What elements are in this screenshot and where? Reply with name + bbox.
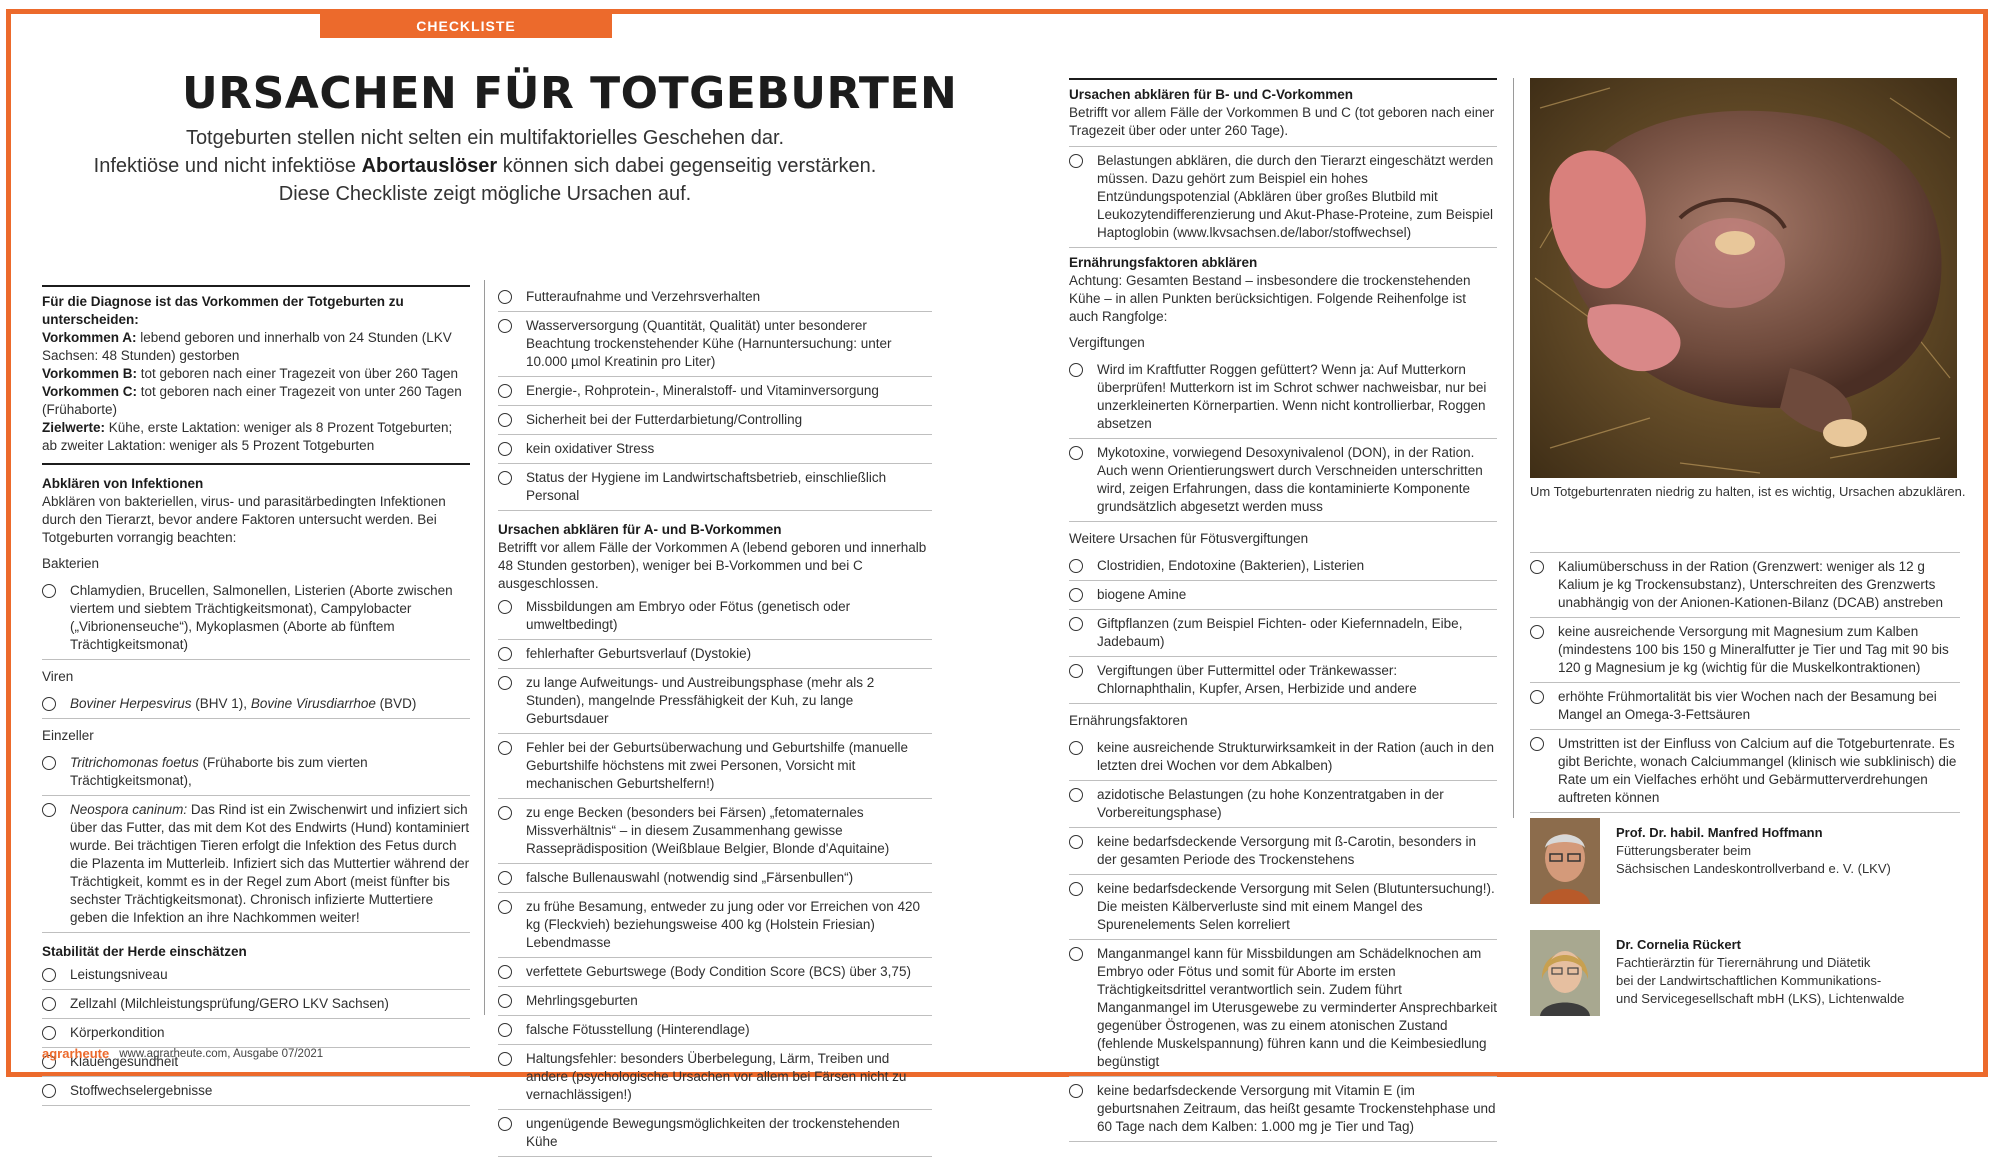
checklist-item[interactable]: Sicherheit bei der Futterdarbietung/Controlling [498, 406, 932, 435]
section-text: Betrifft vor allem Fälle der Vorkommen A (lebend geboren und innerhalb 48 Stunden gestorben), weniger bei B-Vorkommen und bei C ausgeschlossen. [498, 540, 927, 591]
checklist-item[interactable]: Körperkondition [42, 1019, 470, 1048]
checklist-item[interactable]: ungenügende Bewegungsmöglichkeiten der trockenstehenden Kühe [498, 1110, 932, 1157]
definition: Vorkommen C: tot geboren nach einer Tragezeit von unter 260 Tagen (Frühaborte) [42, 384, 462, 417]
divider [42, 463, 470, 465]
checklist-item[interactable]: Kaliumüberschuss in der Ration (Grenzwert: weniger als 12 g Kalium je kg Trockensubstanz), Unterschreiten des Grenzwerts unabhängig von der Anionen-Kationen-Bilanz (DCAB) anstreben [1530, 552, 1960, 618]
definition: Vorkommen B: tot geboren nach einer Tragezeit von über 260 Tagen [42, 366, 458, 381]
checkbox-circle[interactable] [498, 471, 512, 485]
checklist-item[interactable]: Neospora caninum: Das Rind ist ein Zwischenwirt und infiziert sich über das Futter, das mit dem Kot des Endwirts (Hund) kontaminiert wurde. Bei trächtigen Tieren erfolgt die Infektion des Fetus durch die Plazenta im Mutterleib. Infiziert sich das Muttertier während der Trächtigkeit, kommt es in der Regel zum Abort (meist fünfter bis sechster Trächtigkeitsmonat). Chronisch infizierte Muttertiere geben die Infektion an ihre Nachkommen weiter! [42, 796, 470, 933]
checkbox-circle[interactable] [1069, 363, 1083, 377]
intro-line: Totgeburten stellen nicht selten ein multifaktorielles Geschehen dar. [185, 127, 785, 149]
checklist-item[interactable]: Mykotoxine, vorwiegend Desoxynivalenol (DON), in der Ration. Auch wenn Orientierungswert durch Verschneiden unterschritten wird, zeigen Erfahrungen, dass die kontaminierte Komponente grundsätzlich abgesetzt werden muss [1069, 439, 1497, 522]
author-role: Sächsischen Landeskontrollverband e. V. (LKV) [1616, 861, 1891, 876]
section-tab: CHECKLISTE [320, 14, 612, 38]
checklist-item[interactable]: keine bedarfsdeckende Versorgung mit Vitamin E (im geburtsnahen Zeitraum, das heißt gesamte Trockenstehphase und 60 Tage nach dem Kalben: 1.000 mg je Tier und Tag) [1069, 1077, 1497, 1142]
column-4 [1530, 552, 1960, 813]
checkbox-circle[interactable] [498, 965, 512, 979]
checkbox-circle[interactable] [1530, 737, 1544, 751]
checkbox-circle[interactable] [1069, 882, 1083, 896]
checkbox-circle[interactable] [1069, 664, 1083, 678]
column-2 [498, 283, 932, 1157]
checkbox-circle[interactable] [498, 413, 512, 427]
checklist-item[interactable]: Stoffwechselergebnisse [42, 1077, 470, 1106]
checkbox-circle[interactable] [498, 442, 512, 456]
section-text: Achtung: Gesamten Bestand – insbesondere die trockenstehenden Kühe – in allen Punkten berücksichtigen. Folgende Reihenfolge ist auch Rangfolge: [1069, 273, 1471, 324]
section-title: Ernährungsfaktoren abklären [1069, 255, 1258, 270]
checklist-item[interactable]: Vergiftungen über Futtermittel oder Tränkewasser: Chlornaphthalin, Kupfer, Arsen, Herbizide und andere [1069, 657, 1497, 704]
checklist-item[interactable]: Clostridien, Endotoxine (Bakterien), Listerien [1069, 552, 1497, 581]
checklist-item[interactable]: Boviner Herpesvirus (BHV 1), Bovine Virusdiarrhoe (BVD) [42, 690, 470, 719]
checklist-item[interactable]: keine bedarfsdeckende Versorgung mit Selen (Blutuntersuchung!). Die meisten Kälberverluste sind mit einem Mangel des Spurenelements Selen korreliert [1069, 875, 1497, 940]
checkbox-circle[interactable] [42, 997, 56, 1011]
section-title: Ursachen abklären für B- und C-Vorkommen [1069, 87, 1354, 102]
section-text: Abklären von bakteriellen, virus- und parasitärbedingten Infektionen durch den Tierarzt, bevor andere Faktoren untersucht werden. Bei Totgeburten vorrangig beachten: [42, 494, 446, 545]
checklist-item[interactable]: Umstritten ist der Einfluss von Calcium auf die Totgeburtenrate. Es gibt Berichte, wonach Calciummangel (klinisch wie subklinisch) die Rate um ein Vielfaches erhöht und Gebärmutterverdrehungen auftreten können [1530, 730, 1960, 813]
subsection-label: Bakterien [42, 556, 100, 571]
intro-line: Infektiöse und nicht infektiöse Abortauslöser können sich dabei gegenseitig verstärken. [93, 155, 877, 177]
intro-line: Diese Checkliste zeigt mögliche Ursachen auf. [278, 183, 692, 205]
checkbox-circle[interactable] [1069, 559, 1083, 573]
checkbox-circle[interactable] [42, 584, 56, 598]
checkbox-circle[interactable] [42, 803, 56, 817]
section-title: Ursachen abklären für A- und B-Vorkommen [498, 522, 782, 537]
photo-caption: Um Totgeburtenraten niedrig zu halten, ist es wichtig, Ursachen abzuklären. [1530, 484, 1966, 499]
column-divider [484, 280, 485, 1015]
checklist-item[interactable]: verfettete Geburtswege (Body Condition Score (BCS) über 3,75) [498, 958, 932, 987]
author-role: Fütterungsberater beim [1616, 843, 1752, 858]
checklist-item[interactable]: keine bedarfsdeckende Versorgung mit ß-Carotin, besonders in der gesamten Periode des Trockenstehens [1069, 828, 1497, 875]
subsection-label: Viren [42, 669, 74, 684]
checkbox-circle[interactable] [42, 1084, 56, 1098]
checkbox-circle[interactable] [1530, 560, 1544, 574]
checklist-item[interactable]: Zellzahl (Milchleistungsprüfung/GERO LKV Sachsen) [42, 990, 470, 1019]
checklist-item[interactable]: Chlamydien, Brucellen, Salmonellen, Listerien (Aborte zwischen viertem und siebtem Trächtigkeitsmonat), Campylobacter („Vibrionenseuche“), Mykoplasmen (Aborte ab fünftem Trächtigkeitsmonat) [42, 577, 470, 660]
footer [42, 1046, 323, 1061]
checkbox-circle[interactable] [498, 994, 512, 1008]
checkbox-circle[interactable] [498, 1023, 512, 1037]
footer-text: www.agrarheute.com, Ausgabe 07/2021 [119, 1047, 324, 1060]
column-1 [42, 285, 470, 1106]
checkbox-circle[interactable] [1069, 446, 1083, 460]
checkbox-circle[interactable] [498, 806, 512, 820]
checklist-item[interactable]: keine ausreichende Strukturwirksamkeit in der Ration (auch in den letzten drei Wochen vor dem Abkalben) [1069, 734, 1497, 781]
avatar [1530, 818, 1600, 904]
checkbox-circle[interactable] [42, 968, 56, 982]
author-role: und Servicegesellschaft mbH (LKS), Lichtenwalde [1616, 991, 1905, 1006]
checkbox-circle[interactable] [498, 647, 512, 661]
subsection-label: Vergiftungen [1069, 335, 1145, 350]
checklist-item[interactable]: Energie-, Rohprotein-, Mineralstoff- und Vitaminversorgung [498, 377, 932, 406]
calf-photo-illustration [1530, 78, 1957, 478]
diagnosis-box [42, 285, 470, 455]
checklist-item[interactable]: Mehrlingsgeburten [498, 987, 932, 1016]
checklist-item[interactable]: Tritrichomonas foetus (Frühaborte bis zum vierten Trächtigkeitsmonat), [42, 749, 470, 796]
intro-text [30, 124, 940, 208]
checkbox-circle[interactable] [1069, 741, 1083, 755]
checkbox-circle[interactable] [1069, 947, 1083, 961]
checklist-item[interactable]: Fehler bei der Geburtsüberwachung und Geburtshilfe (manuelle Geburtshilfe höchstens mit zwei Personen, Vorsicht mit mechanischen Geburtshelfern!) [498, 734, 932, 799]
checklist-item[interactable]: zu frühe Besamung, entweder zu jung oder vor Erreichen von 420 kg (Fleckvieh) beziehungsweise 400 kg (Holstein Friesian) Lebendmasse [498, 893, 932, 958]
author-name: Prof. Dr. habil. Manfred Hoffmann [1616, 825, 1823, 840]
diagnosis-title: Für die Diagnose ist das Vorkommen der Totgeburten zu unterscheiden: [42, 294, 404, 327]
checkbox-circle[interactable] [1530, 690, 1544, 704]
checkbox-circle[interactable] [498, 871, 512, 885]
checklist-item[interactable]: keine ausreichende Versorgung mit Magnesium zum Kalben (mindestens 100 bis 150 g Mineralfutter je Tier und Tag mit 90 bis 120 g Magnesium je kg (wichtig für die Muskelkontraktionen) [1530, 618, 1960, 683]
checklist-item[interactable]: Belastungen abklären, die durch den Tierarzt eingeschätzt werden müssen. Dazu gehört zum Beispiel ein hohes Entzündungspotenzial (Abklären über großes Blutbild mit Leukozytendifferenzierung und Akut-Phase-Proteine, zum Beispiel Haptoglobin (www.lkvsachsen.de/labor/stoffwechsel) [1069, 146, 1497, 248]
author-info [1616, 936, 1904, 1008]
checkbox-circle[interactable] [498, 600, 512, 614]
checklist-item[interactable]: Giftpflanzen (zum Beispiel Fichten- oder Kiefernnadeln, Eibe, Jadebaum) [1069, 610, 1497, 657]
agrarheute-logo: agrarheute [42, 1046, 110, 1061]
checkbox-circle[interactable] [498, 319, 512, 333]
checkbox-circle[interactable] [1069, 788, 1083, 802]
checklist-item[interactable]: falsche Bullenauswahl (notwendig sind „Färsenbullen“) [498, 864, 932, 893]
checklist-item[interactable]: zu enge Becken (besonders bei Färsen) „fetomaternales Missverhältnis“ – in diesem Zusammenhang gewisse Rasseprädisposition (Weißblaue Belgier, Blonde d'Aquitaine) [498, 799, 932, 864]
checklist-item[interactable]: erhöhte Frühmortalität bis vier Wochen nach der Besamung bei Mangel an Omega-3-Fettsäuren [1530, 683, 1960, 730]
checklist-item[interactable]: Wasserversorgung (Quantität, Qualität) unter besonderer Beachtung trockenstehender Kühe (Harnuntersuchung: unter 10.000 µmol Kreatinin pro Liter) [498, 312, 932, 377]
checklist-item[interactable]: azidotische Belastungen (zu hohe Konzentratgaben in der Vorbereitungsphase) [1069, 781, 1497, 828]
checklist-item[interactable]: zu lange Aufweitungs- und Austreibungsphase (mehr als 2 Stunden), mangelnde Pressfähigkeit der Kuh, zu lange Geburtsdauer [498, 669, 932, 734]
checkbox-circle[interactable] [498, 384, 512, 398]
author-role: bei der Landwirtschaftlichen Kommunikations- [1616, 973, 1882, 988]
checkbox-circle[interactable] [498, 1052, 512, 1066]
checkbox-circle[interactable] [498, 676, 512, 690]
checklist-item[interactable]: Leistungsniveau [42, 961, 470, 990]
checklist-item[interactable]: Haltungsfehler: besonders Überbelegung, Lärm, Treiben und andere (psychologische Ursachen vor allem bei Färsen nicht zu vernachlässigen!) [498, 1045, 932, 1110]
definition: Vorkommen A: lebend geboren und innerhalb von 24 Stunden (LKV Sachsen: 48 Stunden) gestorben [42, 330, 452, 363]
bc-box [1069, 78, 1497, 140]
subsection-label: Ernährungsfaktoren [1069, 713, 1188, 728]
author-hoffmann [1530, 818, 1960, 908]
checklist-item[interactable]: Futteraufnahme und Verzehrsverhalten [498, 283, 932, 312]
checklist-item[interactable]: falsche Fötusstellung (Hinterendlage) [498, 1016, 932, 1045]
author-rueckert [1530, 930, 1960, 1020]
subsection-label: Einzeller [42, 728, 94, 743]
subsection-label: Weitere Ursachen für Fötusvergiftungen [1069, 531, 1309, 546]
section-title: Abklären von Infektionen [42, 476, 204, 491]
calf-photo [1530, 78, 1957, 478]
checklist-item[interactable]: Missbildungen am Embryo oder Fötus (genetisch oder umweltbedingt) [498, 593, 932, 640]
definition: Zielwerte: Kühe, erste Laktation: weniger als 8 Prozent Totgeburten; ab zweiter Laktation: weniger als 5 Prozent Totgeburten [42, 420, 453, 453]
checkbox-circle[interactable] [1530, 625, 1544, 639]
column-3 [1069, 78, 1497, 1142]
checklist-item[interactable]: Status der Hygiene im Landwirtschaftsbetrieb, einschließlich Personal [498, 464, 932, 511]
checkbox-circle[interactable] [1069, 617, 1083, 631]
checkbox-circle[interactable] [498, 741, 512, 755]
checkbox-circle[interactable] [1069, 835, 1083, 849]
checkbox-circle[interactable] [1069, 1084, 1083, 1098]
checkbox-circle[interactable] [42, 756, 56, 770]
author-info [1616, 824, 1891, 878]
checkbox-circle[interactable] [498, 1117, 512, 1131]
avatar [1530, 930, 1600, 1016]
checklist-item[interactable]: biogene Amine [1069, 581, 1497, 610]
checklist-item[interactable]: Wird im Kraftfutter Roggen gefüttert? Wenn ja: Auf Mutterkorn überprüfen! Mutterkorn ist im Schrot schwer nachweisbar, nur bei unzerkleinerten Körnerpartien. Wenn nicht kontrollierbar, Roggen absetzen [1069, 356, 1497, 439]
author-name: Dr. Cornelia Rückert [1616, 937, 1741, 952]
section-title: Stabilität der Herde einschätzen [42, 944, 247, 959]
column-divider [1513, 78, 1514, 818]
section-text: Betrifft vor allem Fälle der Vorkommen B und C (tot geboren nach einer Tragezeit über oder unter 260 Tage). [1069, 105, 1495, 138]
checklist-item[interactable]: fehlerhafter Geburtsverlauf (Dystokie) [498, 640, 932, 669]
checkbox-circle[interactable] [1069, 154, 1083, 168]
checkbox-circle[interactable] [498, 290, 512, 304]
checklist-item[interactable]: kein oxidativer Stress [498, 435, 932, 464]
checklist-item[interactable]: Klauengesundheit [42, 1048, 470, 1077]
checkbox-circle[interactable] [42, 697, 56, 711]
page-title: URSACHEN FÜR TOTGEBURTEN [182, 68, 958, 119]
checklist-item[interactable]: Manganmangel kann für Missbildungen am Schädelknochen am Embryo oder Fötus und somit für Aborte im ersten Trächtigkeitsdrittel verantwortlich sein. Zudem führt Manganmangel im Uterusgewebe zu verminderter Ansprechbarkeit gegenüber Östrogenen, was zu einem atonischen Zustand (fehlende Muskelspannung) führen kann und die Keimbesiedlung begünstigt [1069, 940, 1497, 1077]
checkbox-circle[interactable] [498, 900, 512, 914]
author-role: Fachtierärztin für Tierernährung und Diätetik [1616, 955, 1871, 970]
checkbox-circle[interactable] [42, 1026, 56, 1040]
checkbox-circle[interactable] [1069, 588, 1083, 602]
